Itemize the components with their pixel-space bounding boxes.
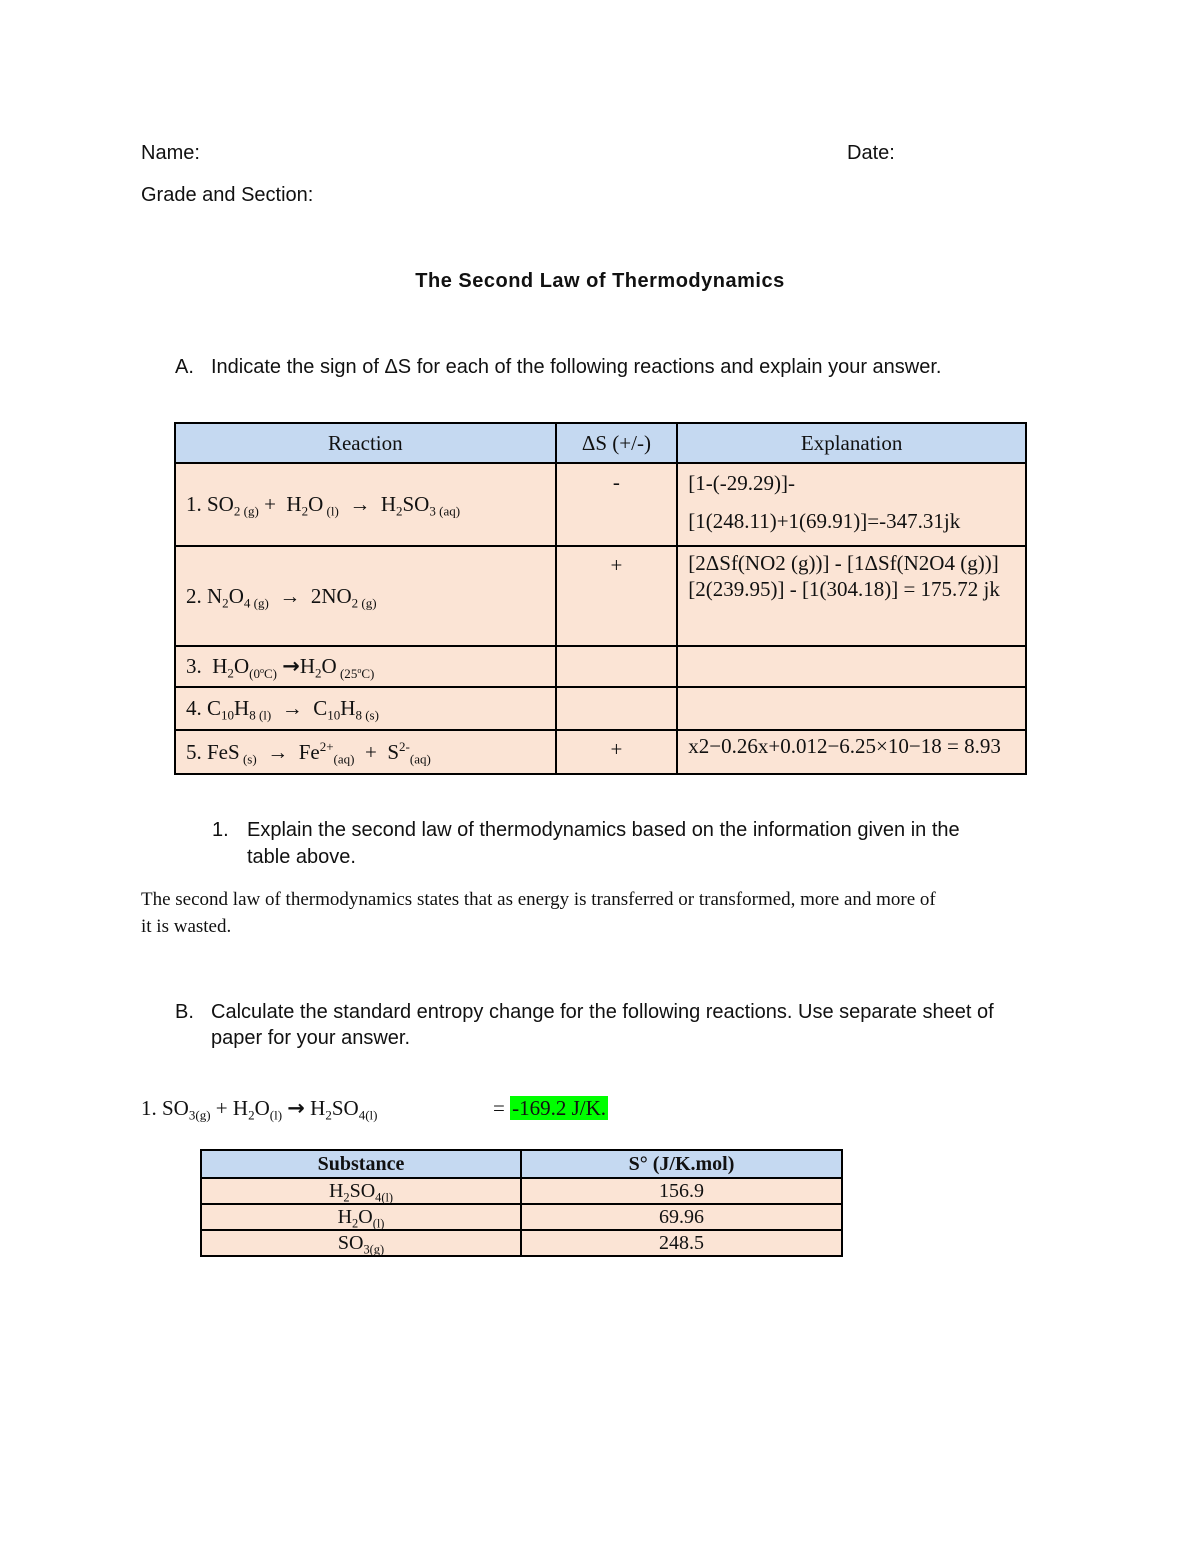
date-label: Date:	[847, 142, 895, 164]
table-row	[201, 1230, 842, 1256]
table-row	[175, 546, 1026, 646]
grade-section-label: Grade and Section:	[141, 184, 314, 206]
sign-cell: -	[556, 463, 678, 546]
section-b-marker: B.	[175, 1001, 194, 1023]
entropy-cell: 69.96	[521, 1204, 842, 1230]
header-reaction: Reaction	[175, 423, 556, 463]
reaction-cell: 4. $C_{10}H_{8 (l)} \to C_{10}H_{8 (s)}$	[175, 687, 556, 730]
sign-cell	[556, 646, 678, 687]
header-delta-s: ΔS (+/-)	[556, 423, 678, 463]
section-b-line-1: Calculate the standard entropy change for the following reactions. Use separate sheet of	[211, 1001, 994, 1023]
sign-cell: +	[556, 730, 678, 774]
question-1-line-2: table above.	[247, 846, 356, 868]
explanation-cell: [2ΔSf(NO2 (g))] - [1ΔSf(N2O4 (g))] [2(239.95)] - [1(304.18)] = 175.72 jk	[677, 546, 1026, 646]
reaction-table	[174, 422, 1027, 775]
sign-cell	[556, 687, 678, 730]
substance-cell: $H_2SO_{4(l)}$	[201, 1178, 521, 1204]
section-a-instruction: Indicate the sign of ΔS for each of the following reactions and explain your answer.	[211, 356, 942, 378]
table-row	[201, 1178, 842, 1204]
substance-table-header-row	[201, 1150, 842, 1178]
table-row	[175, 463, 1026, 546]
explanation-cell	[677, 687, 1026, 730]
header-substance: Substance	[201, 1150, 521, 1178]
reaction-cell: 5. FeS $_{(s)} \to Fe^{2+}_{(aq)} + S^{2-}_{(aq)}$	[175, 730, 556, 774]
explanation-cell	[677, 646, 1026, 687]
entropy-cell: 248.5	[521, 1230, 842, 1256]
reaction-cell: 3. $H_2O_{(0^oC)} \to H_2O$ $_{(25^oC)}$	[175, 646, 556, 687]
header-explanation: Explanation	[677, 423, 1026, 463]
problem-1-equation: 1. $SO_{3(g)} + H_2O_{(l)} \to H_2SO_{4(l)}$	[141, 1096, 378, 1123]
section-b-line-2: paper for your answer.	[211, 1027, 410, 1049]
section-a-marker: A.	[175, 356, 194, 378]
header-entropy: S° (J/K.mol)	[521, 1150, 842, 1178]
substance-cell: $SO_{3(g)}$	[201, 1230, 521, 1256]
substance-table	[200, 1149, 843, 1257]
entropy-cell: 156.9	[521, 1178, 842, 1204]
table-row	[175, 730, 1026, 774]
explanation-cell: [1-(-29.29)]- [1(248.11)+1(69.91)]=-347.31jk	[677, 463, 1026, 546]
problem-1-answer: = -169.2 J/K.	[493, 1096, 607, 1120]
page-title: The Second Law of Thermodynamics	[415, 270, 785, 292]
table-row	[175, 687, 1026, 730]
question-1-line-1: Explain the second law of thermodynamics based on the information given in the	[247, 819, 960, 841]
question-1-marker: 1.	[212, 819, 229, 841]
table-row	[175, 646, 1026, 687]
substance-cell: $H_2O_{(l)}$	[201, 1204, 521, 1230]
answer-line-2: it is wasted.	[141, 916, 232, 937]
name-label: Name:	[141, 142, 200, 164]
reaction-cell: 2. $N_2O_{4 (g)} \to 2NO_{2 (g)}$	[175, 546, 556, 646]
reaction-cell: 1. $SO_{2 (g)} + H_2O$ $_{(l)} \to H_2SO_{3 (aq)}$	[175, 463, 556, 546]
reaction-table-header-row	[175, 423, 1026, 463]
sign-cell: +	[556, 546, 678, 646]
table-row	[201, 1204, 842, 1230]
highlighted-answer: -169.2 J/K.	[512, 1096, 607, 1120]
explanation-cell: x2−0.26x+0.012−6.25×10−18 = 8.93	[677, 730, 1026, 774]
answer-line-1: The second law of thermodynamics states that as energy is transferred or transformed, more and more of	[141, 889, 936, 910]
